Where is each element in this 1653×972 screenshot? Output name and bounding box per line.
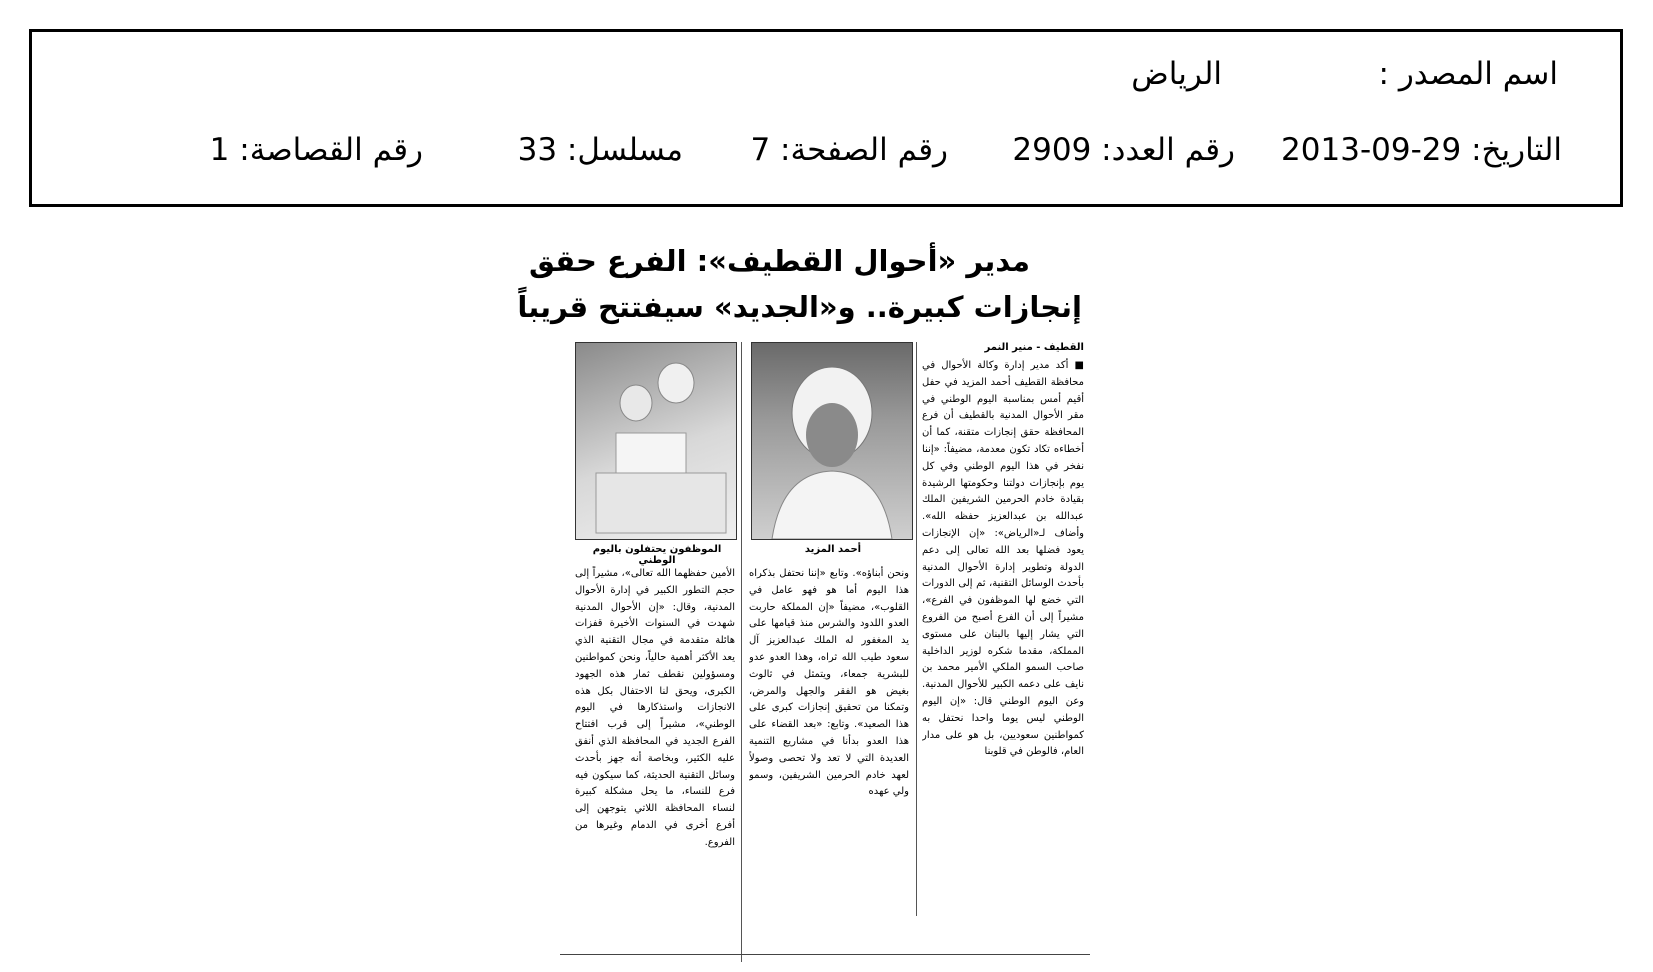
article-column-1: ■ أكد مدير إدارة وكالة الأحوال في محافظة القطيف أحمد المزيد في حفل أقيم أمس بمناسبة اليوم الوطني في مقر الأحوال المدنية بالقطيف أن فرع المحافظة حقق إنجازات متقنة، كما أن أخطاءه تكاد تكون معدمة، مضيفاً: «إننا نفخر في هذا اليوم الوطني وفي كل يوم بإنجازات دولتنا وحكومتها الرشيدة بقيادة خادم الحرمين الشريفين الملك عبدالله بن عبدالعزيز حفظه الله». وأضاف لـ«الرياض»: «إن الإنجازات يعود فضلها بعد الله تعالى إلى دعم الدولة وتطوير إدارة الأحوال المدنية بأحدث الوسائل التقنية، ثم إلى الدورات التي خضع لها الموظفون في الفرع»، مشيراً إلى أن الفرع أصبح من الفروع التي يشار إليها بالبنان على مستوى المملكة، مقدما شكره لوزير الداخلية صاحب السمو الملكي الأمير محمد بن نايف على دعمه الكبير للأحوال المدنية. وعن اليوم الوطني قال: «إن اليوم الوطني ليس يوما واحدا نحتفل به كمواطنين سعوديين، بل هو على مدار العام، فالوطن في قلوبنا xyxy=(922,360,1084,758)
column-divider xyxy=(916,342,917,916)
newspaper-article xyxy=(517,240,1090,955)
clipping-header-box xyxy=(29,29,1623,207)
serial-field: مسلسل: 33 xyxy=(517,132,683,168)
page-number-field: رقم الصفحة: 7 xyxy=(750,132,948,168)
clip-number-field: رقم القصاصة: 1 xyxy=(209,132,423,168)
portrait-caption: أحمد المزيد xyxy=(804,544,862,555)
headline-line-2: إنجازات كبيرة.. و«الجديد» سيفتتح قريباً xyxy=(517,290,1082,324)
article-column-3: الأمين حفظهما الله تعالى»، مشيراً إلى حجم التطور الكبير في إدارة الأحوال المدنية، وقال: «إن الأحوال المدنية شهدت في السنوات الأخيرة قفزات هائلة متقدمة في مجال التقنية الذي يعد الأكثر أهمية حالياً، ونحن كمواطنين ومسؤولين نقطف ثمار هذه الجهود الكبرى، ويحق لنا الاحتفال بكل هذه الانجازات واستذكارها في اليوم الوطني»، مشيراً إلى قرب افتتاح الفرع الجديد في المحافظة الذي أنفق عليه الكثير، وبخاصة أنه جهز بأحدث وسائل التقنية الحديثة، كما سيكون فيه فرع للنساء، ما يحل مشكلة كبيرة لنساء المحافظة اللاتي يتوجهن إلى أفرع أخرى في الدمام وغيرها من الفروع. xyxy=(575,568,735,848)
source-value: الرياض xyxy=(1131,56,1222,92)
column-divider xyxy=(741,342,742,962)
byline: القطيف - منير النمر xyxy=(984,342,1084,353)
celebration-photo xyxy=(575,342,737,540)
source-label: اسم المصدر : xyxy=(1378,56,1558,92)
celebration-caption: الموظفون يحتفلون باليوم الوطني xyxy=(592,544,722,566)
portrait-photo xyxy=(751,342,913,540)
headline-line-1: مدير «أحوال القطيف»: الفرع حقق xyxy=(528,244,1030,278)
article-column-2: ونحن أبناؤه». وتابع «إننا نحتفل بذكراه هذا اليوم أما هو فهو عامل في القلوب»، مضيفاً «إن المملكة حاربت العدو اللدود والشرس منذ قيامها على يد المغفور له الملك عبدالعزيز آل سعود طيب الله ثراه، وهذا العدو عدو للبشرية جمعاء، ويتمثل في ثالوث بغيض هو الفقر والجهل والمرض، وتمكنا من تحقيق إنجازات كبرى على هذا الصعيد». وتابع: «بعد القضاء على هذا العدو بدأنا في مشاريع التنمية العديدة التي لا تعد ولا تحصى وصولاً لعهد خادم الحرمين الشريفين، وسمو ولي عهده xyxy=(749,568,909,798)
bottom-rule xyxy=(560,954,1090,955)
date-field: التاريخ: 29-09-2013 xyxy=(1281,132,1562,168)
issue-number-field: رقم العدد: 2909 xyxy=(1012,132,1235,168)
